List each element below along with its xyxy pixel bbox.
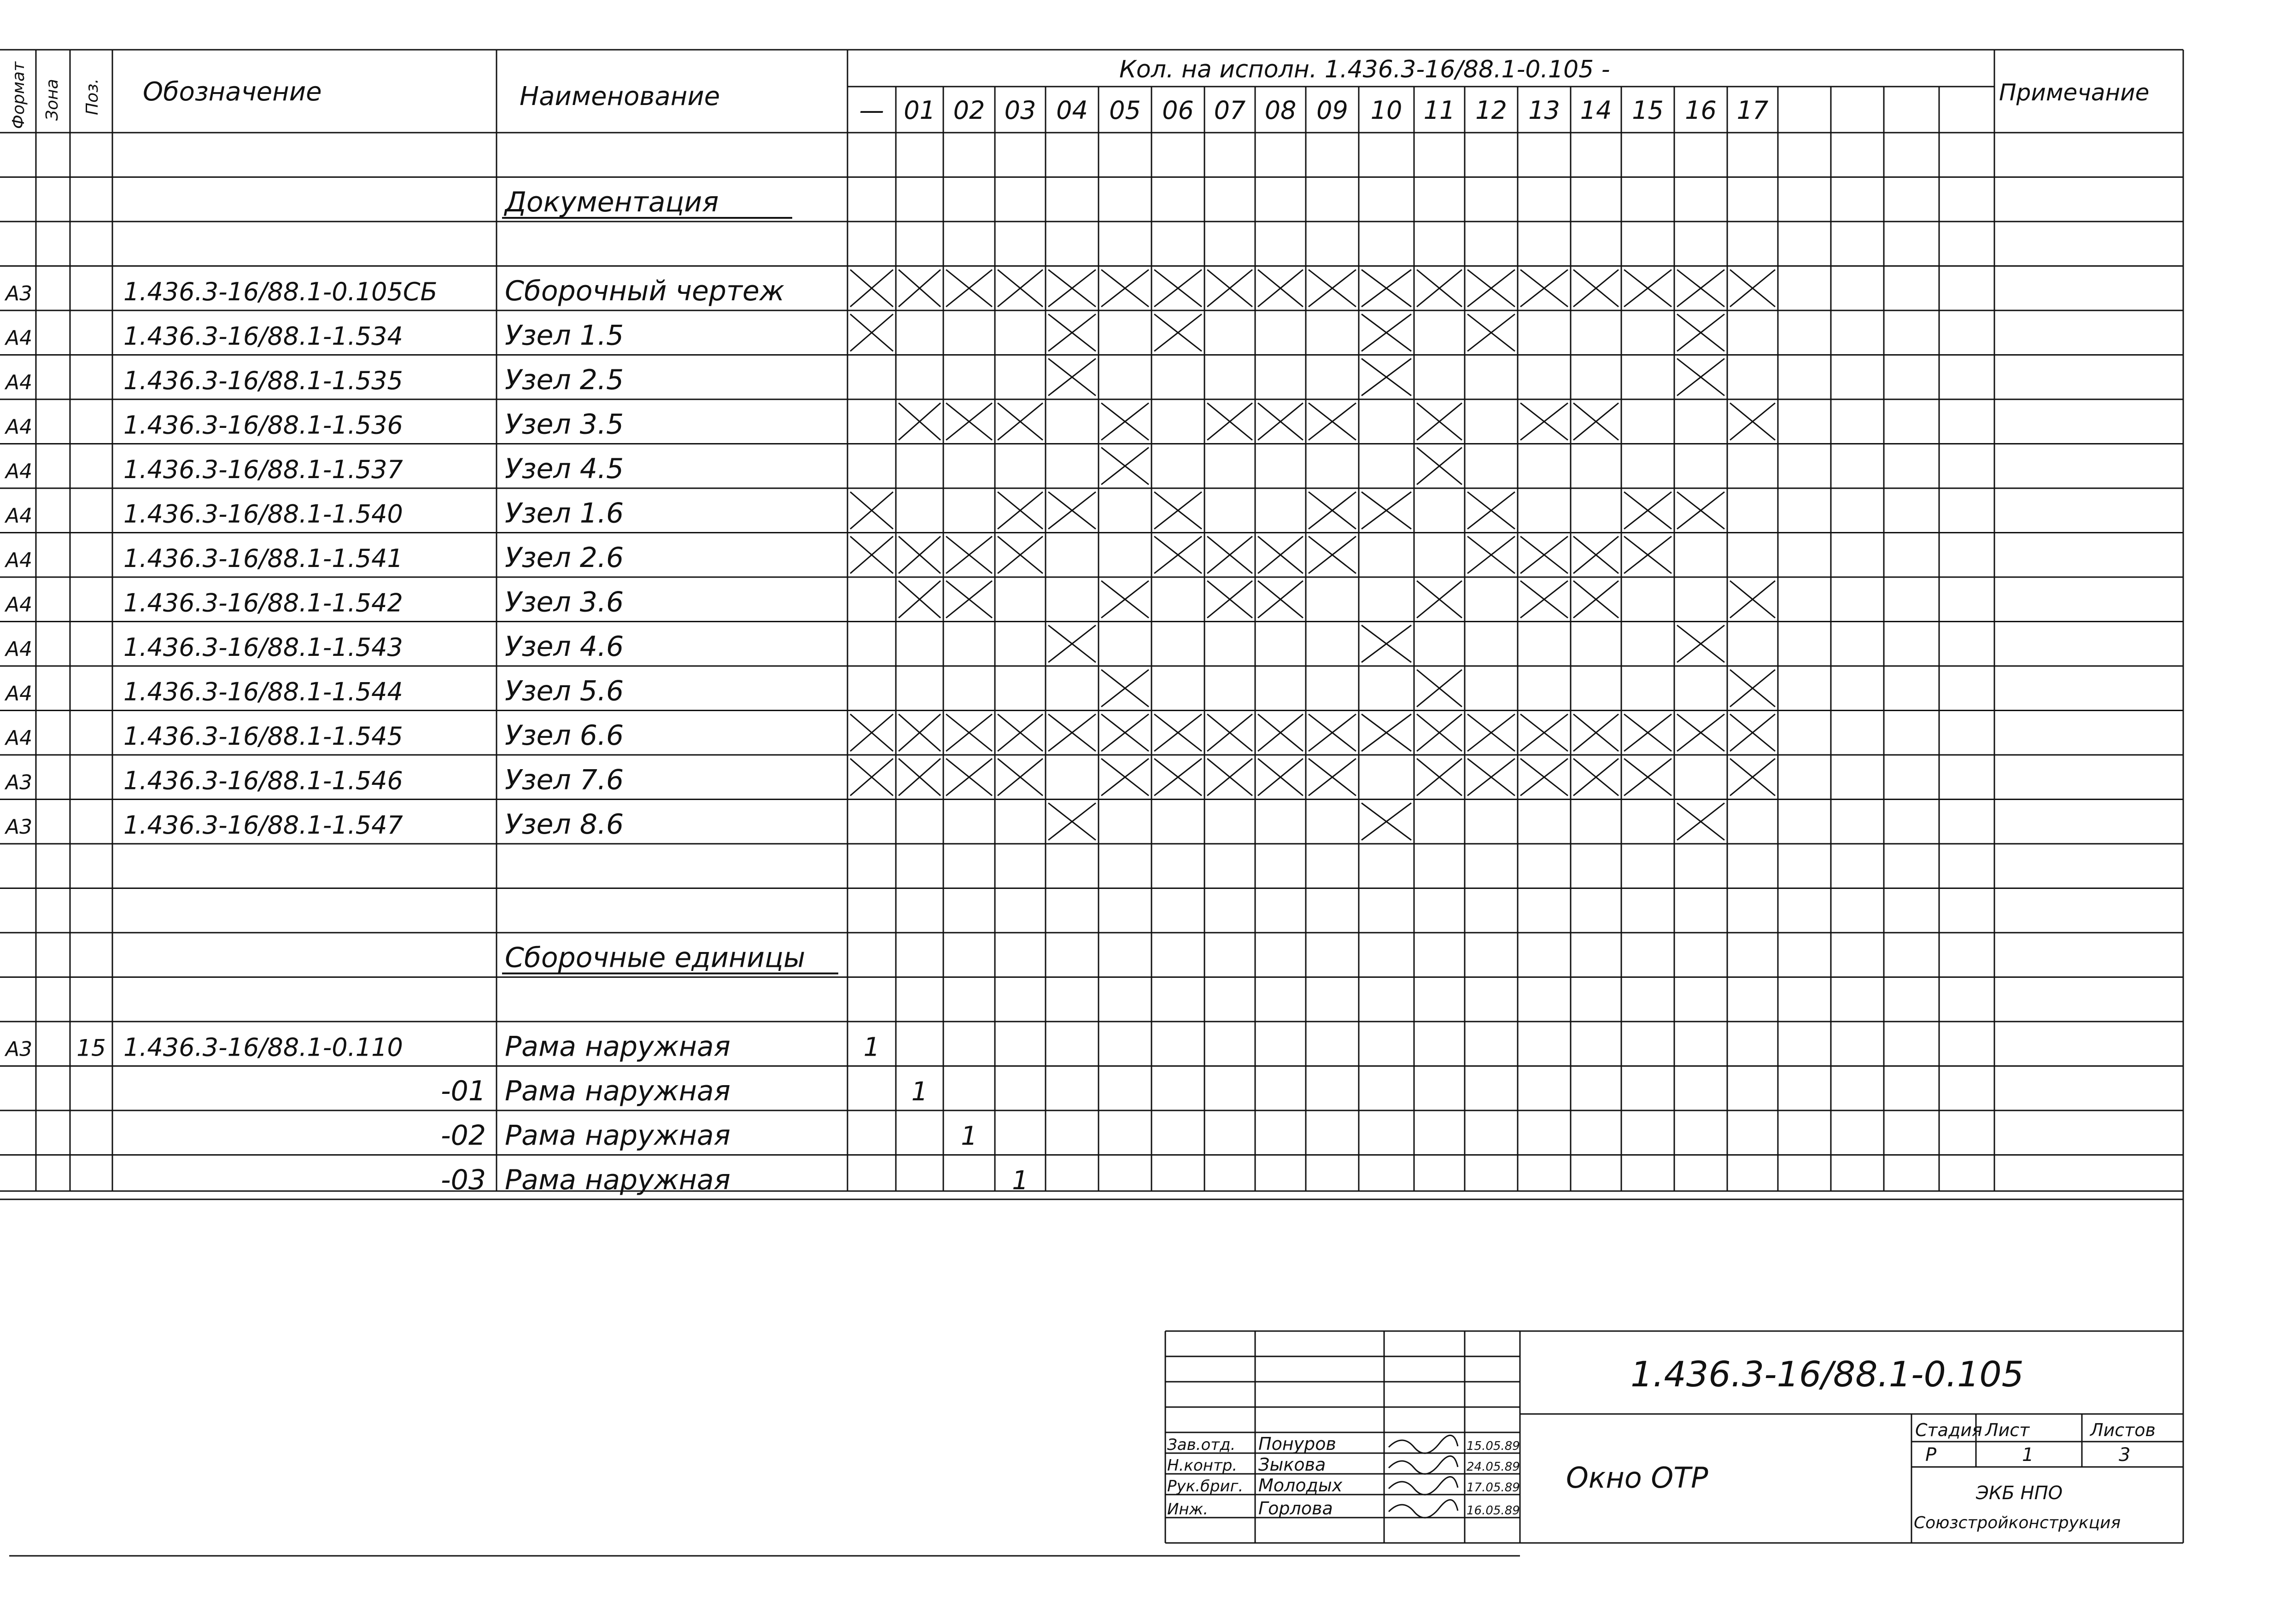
row-designation: 1.436.3-16/88.1-1.547 xyxy=(123,811,403,840)
applicability-mark xyxy=(1624,537,1671,574)
row-name: Узел 5.6 xyxy=(505,675,624,707)
applicability-mark xyxy=(1258,270,1303,307)
signature-date: 24.05.89 xyxy=(1467,1460,1520,1474)
applicability-mark xyxy=(1573,759,1619,796)
row-designation: 1.436.3-16/88.1-1.544 xyxy=(123,677,403,707)
table-row xyxy=(0,359,2183,400)
row-designation: 1.436.3-16/88.1-1.546 xyxy=(123,766,403,795)
row-format: А4 xyxy=(6,460,33,483)
row-designation: -02 xyxy=(441,1119,486,1152)
row-format: А4 xyxy=(6,415,33,439)
header-zone: Зона xyxy=(43,79,62,121)
applicability-mark xyxy=(1730,270,1775,307)
applicability-mark xyxy=(998,714,1043,752)
row-format: А4 xyxy=(6,549,33,572)
header-pos: Поз. xyxy=(83,78,102,115)
signature-name: Понуров xyxy=(1258,1434,1336,1454)
row-name: Рама наружная xyxy=(505,1119,731,1152)
row-designation: 1.436.3-16/88.1-1.541 xyxy=(123,544,403,573)
applicability-mark xyxy=(1101,714,1149,752)
applicability-mark xyxy=(1467,537,1515,574)
row-name: Узел 6.6 xyxy=(505,719,624,752)
applicability-mark xyxy=(1362,359,1411,396)
table-row xyxy=(0,403,2183,444)
applicability-mark xyxy=(1417,670,1462,707)
applicability-mark xyxy=(946,537,992,574)
sheet-value: 1 xyxy=(2022,1444,2034,1466)
applicability-mark xyxy=(1467,759,1515,796)
applicability-mark xyxy=(899,759,941,796)
applicability-mark xyxy=(1207,759,1252,796)
table-row xyxy=(0,942,2183,977)
applicability-mark xyxy=(1677,314,1724,351)
table-row xyxy=(0,1164,2183,1199)
applicability-mark xyxy=(899,403,941,440)
table-row xyxy=(0,314,2183,355)
row-format: А4 xyxy=(6,371,33,394)
row-designation: 1.436.3-16/88.1-1.542 xyxy=(123,588,403,618)
applicability-mark xyxy=(998,270,1043,307)
applicability-mark xyxy=(1467,314,1515,351)
row-format: А3 xyxy=(6,282,33,305)
exec-col-label: 04 xyxy=(1056,96,1088,125)
signature-rows xyxy=(1167,1434,1520,1519)
applicability-mark xyxy=(1677,359,1724,396)
table-row xyxy=(0,759,2183,800)
row-name: Узел 2.5 xyxy=(505,364,624,396)
row-format: А4 xyxy=(6,326,33,350)
table-row xyxy=(0,670,2183,711)
row-designation: 1.436.3-16/88.1-1.543 xyxy=(123,633,403,662)
applicability-mark xyxy=(1154,492,1202,529)
section-heading: Сборочные единицы xyxy=(505,941,806,974)
exec-col-label: 01 xyxy=(904,96,935,125)
applicability-mark xyxy=(998,492,1043,529)
document-title: Окно ОТР xyxy=(1566,1461,1708,1495)
applicability-mark xyxy=(1417,403,1462,440)
applicability-mark xyxy=(1624,492,1671,529)
row-name: Рама наружная xyxy=(505,1075,731,1107)
spec-rows xyxy=(0,177,2183,1200)
applicability-mark xyxy=(1101,670,1149,707)
applicability-mark xyxy=(1520,403,1568,440)
row-format: А3 xyxy=(6,1037,33,1061)
table-row xyxy=(0,448,2183,489)
row-designation: 1.436.3-16/88.1-1.535 xyxy=(123,366,403,395)
applicability-mark xyxy=(1417,270,1462,307)
applicability-mark xyxy=(1520,537,1568,574)
exec-col-label: 13 xyxy=(1528,96,1560,125)
header-designation: Обозначение xyxy=(143,77,322,107)
exec-col-label: — xyxy=(859,96,884,125)
row-name: Узел 4.5 xyxy=(505,453,624,485)
applicability-mark xyxy=(946,270,992,307)
row-designation: 1.436.3-16/88.1-1.534 xyxy=(123,321,403,351)
row-designation: -01 xyxy=(441,1075,486,1107)
applicability-mark xyxy=(1362,803,1411,841)
table-row xyxy=(0,537,2183,578)
section-heading: Документация xyxy=(505,186,719,218)
row-name: Узел 1.5 xyxy=(505,319,624,352)
applicability-mark xyxy=(899,270,941,307)
applicability-mark xyxy=(1207,581,1252,618)
applicability-mark xyxy=(1048,625,1096,663)
applicability-mark xyxy=(1258,759,1303,796)
applicability-mark xyxy=(1309,537,1356,574)
row-format: А3 xyxy=(6,815,33,839)
row-name: Узел 2.6 xyxy=(505,542,624,574)
applicability-mark xyxy=(1101,403,1149,440)
applicability-mark xyxy=(1417,448,1462,485)
signature-role: Зав.отд. xyxy=(1167,1436,1236,1454)
row-format: А4 xyxy=(6,726,33,750)
table-row xyxy=(0,1120,2183,1155)
table-row xyxy=(0,625,2183,666)
row-format: А3 xyxy=(6,771,33,794)
applicability-mark xyxy=(1677,803,1724,841)
applicability-mark xyxy=(1258,537,1303,574)
applicability-mark xyxy=(1730,403,1775,440)
applicability-mark xyxy=(1048,492,1096,529)
applicability-mark xyxy=(1048,803,1096,841)
row-name: Рама наружная xyxy=(505,1030,731,1063)
row-name: Узел 8.6 xyxy=(505,808,624,841)
applicability-mark xyxy=(998,759,1043,796)
table-row xyxy=(0,1031,2183,1066)
table-row xyxy=(0,803,2183,844)
applicability-mark xyxy=(1467,714,1515,752)
exec-col-label: 08 xyxy=(1264,96,1297,125)
handwritten-signature xyxy=(1389,1477,1458,1495)
applicability-mark xyxy=(1520,581,1568,618)
applicability-mark xyxy=(899,714,941,752)
header-format: Формат xyxy=(9,61,28,129)
exec-col-label: 06 xyxy=(1162,96,1194,125)
stage-label: Стадия xyxy=(1915,1420,1982,1440)
applicability-mark xyxy=(850,714,893,752)
exec-col-label: 05 xyxy=(1109,96,1141,125)
row-designation: 1.436.3-16/88.1-1.545 xyxy=(123,722,403,751)
applicability-mark xyxy=(1048,714,1096,752)
row-format: А4 xyxy=(6,682,33,706)
applicability-mark xyxy=(1362,714,1411,752)
signature-row xyxy=(1167,1455,1520,1475)
row-designation: 1.436.3-16/88.1-1.537 xyxy=(123,455,403,484)
exec-col-label: 16 xyxy=(1685,96,1717,125)
applicability-mark xyxy=(1730,714,1775,752)
applicability-mark xyxy=(1573,537,1619,574)
header-qty-title: Кол. на исполн. 1.436.3-16/88.1-0.105 - xyxy=(1119,56,1610,83)
applicability-mark xyxy=(1677,270,1724,307)
exec-col-label: 03 xyxy=(1004,96,1036,125)
row-name: Сборочный чертеж xyxy=(505,275,784,307)
applicability-mark xyxy=(850,537,893,574)
row-designation: 1.436.3-16/88.1-1.540 xyxy=(123,499,403,529)
org-line-1: ЭКБ НПО xyxy=(1976,1483,2063,1504)
applicability-mark xyxy=(1677,625,1724,663)
applicability-mark xyxy=(1207,403,1252,440)
row-quantity: 1 xyxy=(911,1077,928,1107)
applicability-mark xyxy=(1309,759,1356,796)
row-format: А4 xyxy=(6,593,33,617)
applicability-mark xyxy=(899,537,941,574)
applicability-mark xyxy=(1207,270,1252,307)
document-number: 1.436.3-16/88.1-0.105 xyxy=(1631,1354,2024,1395)
header-name: Наименование xyxy=(520,82,720,111)
applicability-mark xyxy=(1048,359,1096,396)
applicability-mark xyxy=(1573,581,1619,618)
row-name: Узел 7.6 xyxy=(505,764,624,796)
applicability-mark xyxy=(1624,759,1671,796)
sheets-value: 3 xyxy=(2119,1444,2131,1466)
stage-value: Р xyxy=(1925,1444,1937,1466)
table-row xyxy=(0,581,2183,622)
applicability-mark xyxy=(1573,270,1619,307)
handwritten-signature xyxy=(1389,1456,1458,1474)
table-row xyxy=(0,270,2183,311)
applicability-mark xyxy=(1520,270,1568,307)
applicability-mark xyxy=(998,537,1043,574)
applicability-mark xyxy=(1207,714,1252,752)
applicability-mark xyxy=(946,581,992,618)
applicability-mark xyxy=(1573,714,1619,752)
applicability-mark xyxy=(1309,403,1356,440)
applicability-mark xyxy=(1677,492,1724,529)
row-name: Узел 3.6 xyxy=(505,586,624,619)
signature-row xyxy=(1167,1434,1520,1454)
applicability-mark xyxy=(899,581,941,618)
applicability-mark xyxy=(1101,448,1149,485)
signature-date: 17.05.89 xyxy=(1467,1481,1520,1495)
applicability-mark xyxy=(946,403,992,440)
row-pos: 15 xyxy=(76,1034,106,1062)
applicability-mark xyxy=(998,403,1043,440)
applicability-mark xyxy=(1258,581,1303,618)
row-name: Узел 3.5 xyxy=(505,408,624,441)
row-quantity: 1 xyxy=(961,1121,977,1151)
handwritten-signature xyxy=(1389,1500,1458,1518)
row-designation: 1.436.3-16/88.1-0.110 xyxy=(123,1033,403,1062)
applicability-mark xyxy=(1154,714,1202,752)
applicability-mark xyxy=(850,759,893,796)
exec-col-label: 15 xyxy=(1632,96,1664,125)
exec-col-label: 09 xyxy=(1316,96,1348,125)
execution-columns xyxy=(859,87,1940,1191)
applicability-mark xyxy=(946,759,992,796)
applicability-mark xyxy=(1258,714,1303,752)
applicability-mark xyxy=(850,270,893,307)
applicability-mark xyxy=(1362,270,1411,307)
applicability-mark xyxy=(1154,537,1202,574)
signature-name: Молодых xyxy=(1258,1475,1343,1495)
applicability-mark xyxy=(1048,270,1096,307)
row-format: А4 xyxy=(6,504,33,528)
applicability-mark xyxy=(1207,537,1252,574)
title-block-text xyxy=(1566,1354,2156,1532)
row-quantity: 1 xyxy=(1012,1166,1029,1196)
applicability-mark xyxy=(1309,714,1356,752)
signature-role: Рук.бриг. xyxy=(1167,1477,1244,1495)
applicability-mark xyxy=(1101,581,1149,618)
row-name: Узел 1.6 xyxy=(505,497,624,530)
signature-name: Горлова xyxy=(1258,1498,1333,1519)
applicability-mark xyxy=(1624,714,1671,752)
applicability-mark xyxy=(1309,492,1356,529)
applicability-mark xyxy=(1417,759,1462,796)
row-format: А4 xyxy=(6,637,33,661)
applicability-mark xyxy=(1573,403,1619,440)
applicability-mark xyxy=(946,714,992,752)
exec-col-label: 14 xyxy=(1580,96,1612,125)
applicability-mark xyxy=(1467,270,1515,307)
applicability-mark xyxy=(1101,759,1149,796)
exec-col-label: 07 xyxy=(1214,96,1246,125)
signature-row xyxy=(1167,1475,1520,1495)
applicability-mark xyxy=(850,314,893,351)
row-designation: -03 xyxy=(441,1164,486,1196)
row-name: Узел 4.6 xyxy=(505,631,624,663)
applicability-mark xyxy=(1154,759,1202,796)
table-row xyxy=(0,714,2183,755)
signature-date: 16.05.89 xyxy=(1467,1504,1520,1518)
applicability-mark xyxy=(1309,270,1356,307)
signature-date: 15.05.89 xyxy=(1467,1439,1520,1453)
applicability-mark xyxy=(1154,270,1202,307)
applicability-mark xyxy=(850,492,893,529)
exec-col-label: 12 xyxy=(1475,96,1507,125)
table-row xyxy=(0,492,2183,533)
signature-role: Н.контр. xyxy=(1167,1456,1238,1475)
applicability-mark xyxy=(1730,759,1775,796)
exec-col-label: 10 xyxy=(1370,96,1403,125)
handwritten-signature xyxy=(1389,1435,1458,1453)
sheets-label: Листов xyxy=(2090,1420,2156,1440)
applicability-mark xyxy=(1362,314,1411,351)
applicability-mark xyxy=(1154,314,1202,351)
applicability-mark xyxy=(1467,492,1515,529)
applicability-mark xyxy=(1730,670,1775,707)
applicability-mark xyxy=(1624,270,1671,307)
table-row xyxy=(0,186,2183,222)
table-row xyxy=(0,1075,2183,1110)
header-note: Примечание xyxy=(1999,79,2150,106)
sheet-label: Лист xyxy=(1985,1420,2030,1440)
org-line-2: Союзстройконструкция xyxy=(1914,1513,2121,1532)
applicability-mark xyxy=(1520,714,1568,752)
row-name: Рама наружная xyxy=(505,1164,731,1196)
row-quantity: 1 xyxy=(863,1032,880,1063)
applicability-mark xyxy=(1520,759,1568,796)
applicability-mark xyxy=(1677,714,1724,752)
exec-col-label: 02 xyxy=(953,96,985,125)
applicability-mark xyxy=(1362,625,1411,663)
signature-name: Зыкова xyxy=(1258,1455,1326,1475)
row-designation: 1.436.3-16/88.1-1.536 xyxy=(123,410,403,440)
row-designation: 1.436.3-16/88.1-0.105СБ xyxy=(123,277,438,306)
exec-col-label: 11 xyxy=(1423,96,1455,125)
signature-row xyxy=(1167,1498,1520,1519)
applicability-mark xyxy=(1417,714,1462,752)
applicability-mark xyxy=(1417,581,1462,618)
applicability-mark xyxy=(1048,314,1096,351)
applicability-mark xyxy=(1101,270,1149,307)
applicability-mark xyxy=(1730,581,1775,618)
signature-role: Инж. xyxy=(1167,1500,1209,1519)
applicability-mark xyxy=(1362,492,1411,529)
exec-col-label: 17 xyxy=(1736,96,1769,125)
applicability-mark xyxy=(1258,403,1303,440)
